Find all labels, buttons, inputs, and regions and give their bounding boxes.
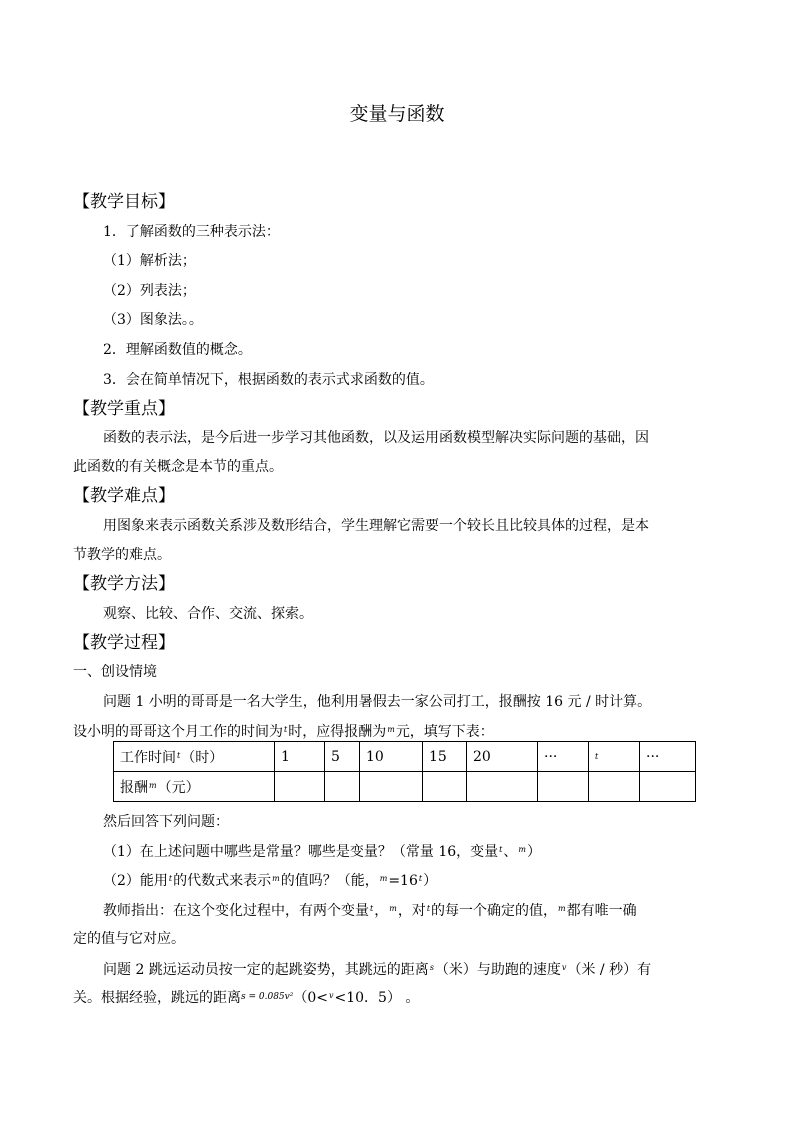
paragraph-line: 观察、比较、合作、交流、探索。	[103, 606, 313, 622]
table-cell	[538, 772, 589, 802]
table-cell	[640, 772, 696, 802]
formula-distance: s = 0.085v²	[241, 992, 294, 1002]
goal-item: 1．了解函数的三种表示法：	[103, 224, 280, 240]
table-cell	[360, 772, 423, 802]
goal-item: （3）图象法。。	[103, 312, 203, 328]
paragraph-line: （2）能用$^t$的代数式来表示$^m$的值吗？（能，$^m=16^t$）	[103, 873, 438, 889]
table-cell: ···	[640, 742, 696, 772]
paragraph-line: 关。根据经验，跳远的距离$^{s = 0.085v^2}$（0<$^v$<10．5） 。	[73, 990, 420, 1006]
goal-item: （1）解析法；	[103, 253, 196, 269]
table-cell	[589, 772, 640, 802]
paragraph-line: 教师指出：在这个变化过程中，有两个变量$^t$，$^m$，对$^t$的每一个确定的值，$^m$都有唯一确	[103, 903, 637, 919]
heading-goals: 【教学目标】	[73, 192, 175, 212]
table-cell	[467, 772, 538, 802]
table-cell	[423, 772, 467, 802]
table-cell: 工作时间$^t$（时）	[114, 742, 275, 772]
page-title: 变量与函数	[349, 103, 445, 125]
heading-key-points: 【教学重点】	[73, 399, 175, 419]
heading-difficulties: 【教学难点】	[73, 486, 175, 506]
table-cell: 报酬$^m$（元）	[114, 772, 275, 802]
paragraph-line: 用图象来表示函数关系涉及数形结合，学生理解它需要一个较长且比较具体的过程，是本	[103, 518, 649, 534]
goal-item: 3．会在简单情况下，根据函数的表示式求函数的值。	[103, 372, 434, 388]
paragraph-line: 问题 1 小明的哥哥是一名大学生，他利用暑假去一家公司打工，报酬按 16 元 / 时计算。	[103, 694, 652, 710]
table-cell: t	[589, 742, 640, 772]
table-cell	[325, 772, 360, 802]
paragraph-line: 问题 2 跳远运动员按一定的起跳姿势，其跳远的距离$^s$（米）与助跑的速度$^v$（米 / 秒）有	[103, 962, 652, 978]
goal-item: （2）列表法；	[103, 283, 196, 299]
paragraph-line: 函数的表示法，是今后进一步学习其他函数，以及运用函数模型解决实际问题的基础，因	[103, 430, 649, 446]
table-cell: 15	[423, 742, 467, 772]
heading-process: 【教学过程】	[73, 633, 175, 653]
table-cell: 1	[275, 742, 325, 772]
table-cell: 20	[467, 742, 538, 772]
table-cell: 5	[325, 742, 360, 772]
table-row	[114, 772, 696, 802]
data-table	[113, 741, 696, 802]
table-cell: 10	[360, 742, 423, 772]
paragraph-line: 节教学的难点。	[73, 547, 171, 563]
paragraph-line: 设小明的哥哥这个月工作的时间为$^t$时，应得报酬为$^m$元，填写下表：	[73, 724, 494, 740]
table-cell: ···	[538, 742, 589, 772]
goal-item: 2．理解函数值的概念。	[103, 342, 252, 358]
paragraph-line: 定的值与它对应。	[73, 931, 185, 947]
subheading: 一、创设情境	[73, 664, 157, 680]
paragraph-line: 此函数的有关概念是本节的重点。	[73, 459, 283, 475]
table-row	[114, 742, 696, 772]
paragraph-line: （1）在上述问题中哪些是常量？哪些是变量？（常量 16，变量$^t$、$^m$）	[103, 844, 541, 860]
heading-methods: 【教学方法】	[73, 574, 175, 594]
paragraph-line: 然后回答下列问题：	[103, 814, 229, 830]
table-cell	[275, 772, 325, 802]
